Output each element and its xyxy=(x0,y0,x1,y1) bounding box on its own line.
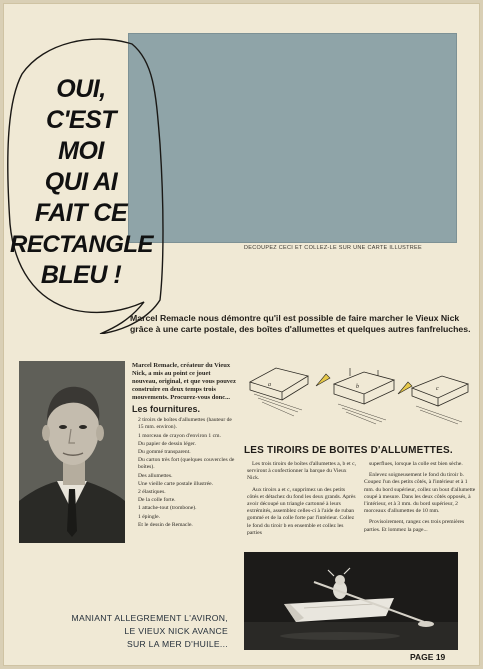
supply-item: Du carton très fort (quelques couvercles de boîtes). xyxy=(138,457,235,471)
supply-item: 2 tiroirs de boîtes d'allumettes (hauteur de 15 mm. environ). xyxy=(138,417,232,431)
instructions-column-right xyxy=(364,461,476,538)
supplies-column xyxy=(132,362,236,530)
supply-item: De la colle forte. xyxy=(138,497,176,504)
creator-intro-text: Marcel Remacle, créateur du Vieux Nick, a mis au point ce jouet nouveau, original, et que vous pouvez construire en deux temps trois mouvements. Procurez-vous donc... xyxy=(132,362,236,401)
supply-item: 1 épingle. xyxy=(138,513,161,520)
intro-paragraph: Marcel Remacle nous démontre qu'il est possible de faire marcher le Vieux Nick grâce à une carte postale, des boîtes d'allumettes et quelques autres fanfreluches. xyxy=(130,313,471,334)
headline-line: MOI xyxy=(58,137,104,165)
headline-line: FAIT CE xyxy=(34,199,128,227)
instruction-paragraph: Provisoirement, rangez ces trois premières parties. Et lommez la page... xyxy=(364,519,465,533)
headline-line: C'EST xyxy=(45,106,117,134)
author-portrait-photo xyxy=(19,361,125,543)
magazine-page xyxy=(3,3,480,666)
supply-item: Du papier de dessin léger. xyxy=(138,440,196,447)
supply-item: 2 élastiques. xyxy=(138,489,166,496)
matchbox-sketch-illustration xyxy=(246,360,472,438)
headline xyxy=(10,74,152,291)
caption-line: SUR LA MER D'HUILE... xyxy=(126,639,228,649)
sketch-label-b: b xyxy=(356,384,359,390)
paper-boat-illustration xyxy=(244,552,458,650)
supplies-subheading: Les fournitures. xyxy=(132,404,201,414)
blue-rectangle xyxy=(128,33,457,243)
supply-item: 1 morceau de crayon d'environ 1 cm. xyxy=(138,432,221,439)
section-title: LES TIROIRS DE BOITES D'ALLUMETTES. xyxy=(244,445,453,456)
caption-line: MANIANT ALLEGREMENT L'AVIRON, xyxy=(71,613,228,623)
headline-line: OUI, xyxy=(56,75,106,103)
instruction-paragraph: superflues, lorsque la colle est bien sèche. xyxy=(369,461,463,467)
caption-line: LE VIEUX NICK AVANCE xyxy=(124,626,228,636)
boat-caption xyxy=(24,612,228,651)
instruction-paragraph: Aux tiroirs a et c, supprimez un des petits côtés et détachez du fond les deux grands. Après avoir découpé un triangle cartonné à leurs extrémités, assemblez celles-ci à l'aide de ruban gommé et de la colle forte par l'intérieur. Collez le fond du tiroir b en ensemble et collez les parties xyxy=(247,486,356,536)
supply-item: Des allumettes. xyxy=(138,472,173,479)
instruction-paragraph: Les trois tiroirs de boîtes d'allumettes a, b et c, serviront à confectionner la barque du Vieux Nick. xyxy=(247,461,357,482)
supply-item: Du gommé transparent. xyxy=(138,449,191,456)
portrait-illustration xyxy=(19,361,125,543)
instruction-paragraph: Enlevez soigneusement le fond du tiroir b. Coupez l'un des petits côtés, à l'intérieur et à 1 mm. du bord supérieur, collez un bout d'allumette coupé à mesure. Dans les deux côtés opposés, à l'intérieur, et à 3 mm. du bord supérieur, 2 morceaux d'allumettes de 10 mm. xyxy=(364,472,476,515)
supply-item: Et le dessin de Remacle. xyxy=(138,521,193,528)
supply-item: Une vieille carte postale illustrée. xyxy=(138,480,214,487)
headline-line: QUI AI xyxy=(44,168,118,196)
headline-line: BLEU ! xyxy=(40,261,122,289)
headline-line: RECTANGLE xyxy=(10,231,154,258)
supply-item: 1 attache-tout (trombone). xyxy=(138,505,197,512)
sketch-label-a: a xyxy=(268,382,271,388)
boat-photo xyxy=(244,552,458,650)
page-number: PAGE 19 xyxy=(410,652,446,662)
cut-instruction-caption: DECOUPEZ CECI ET COLLEZ-LE SUR UNE CARTE ILLUSTREE xyxy=(244,245,422,251)
instructions-column-left xyxy=(247,461,357,541)
sketch-label-c: c xyxy=(436,386,439,392)
